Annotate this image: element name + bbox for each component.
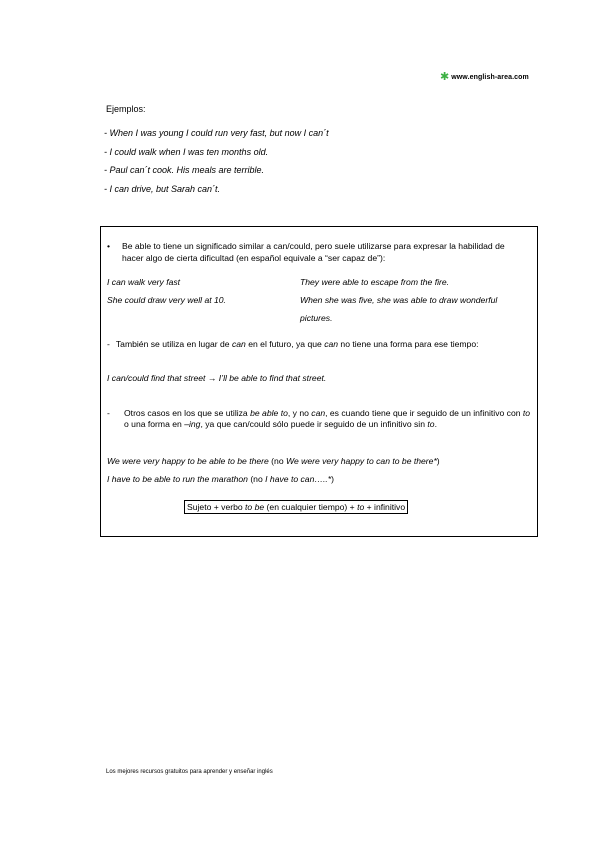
text-run-italic: We were very happy to can to be there* (286, 456, 437, 466)
text-run: en el futuro, ya que (245, 339, 325, 349)
example-item: - I could walk when I was ten months old. (104, 146, 269, 157)
text-run-italic: to (357, 502, 365, 512)
text-run-italic: We were very happy to be able to be there (107, 456, 269, 466)
paragraph-be-able-to (107, 240, 521, 264)
text-run: no tiene una forma para ese tiempo: (338, 339, 479, 349)
text-run-italic: –ing (184, 419, 201, 429)
logo-text: www.english-area.com (451, 74, 529, 81)
text-run: También se utiliza en lugar de (115, 339, 232, 349)
text-run: (no (268, 456, 286, 466)
dash-mark: - (107, 339, 110, 349)
example-line: They were able to escape from the fire. (300, 277, 450, 287)
examples-be-able (300, 273, 510, 327)
dash-mark: - (107, 408, 110, 418)
text-run: Sujeto + verbo (187, 502, 246, 512)
text-run: , ya que can/could sólo puede ir seguido de un infinitivo sin (200, 419, 428, 429)
example-item: - When I was young I could run very fast, but now I can´t (104, 128, 329, 138)
examples-title: Ejemplos: (106, 104, 146, 114)
text-run: I can/could find that street (107, 373, 208, 383)
footer-text: Los mejores recursos gratuitos para aprender y enseñar inglés (106, 769, 273, 775)
paragraph-other-cases (107, 408, 531, 430)
example-line: She could draw very well at 10. (107, 295, 226, 305)
text-run: , y no (287, 408, 312, 418)
example-happy (107, 455, 440, 467)
text-run-italic: to be (245, 502, 265, 512)
example-line: When she was five, she was able to draw wonderful pictures. (300, 295, 498, 323)
text-run-italic: I have to can…..* (265, 474, 332, 484)
bullet-icon: • (107, 241, 111, 251)
text-run-italic: can (311, 408, 326, 418)
text-run: (no (247, 474, 266, 484)
text-run-italic: can (324, 339, 339, 349)
text-run: I’ll be able to find that street. (216, 373, 327, 383)
conversion-example (107, 373, 326, 383)
text-run-italic: can (231, 339, 246, 349)
arrow-right-icon: → (207, 373, 217, 383)
example-item: - I can drive, but Sarah can´t. (104, 183, 221, 194)
paragraph-text (124, 408, 531, 430)
paragraph-text: Be able to tiene un significado similar a can/could, pero suele utilizarse para expresar la habilidad de hacer algo de cierta dificultad (en español equivale a “ser capaz de”): (122, 241, 505, 263)
text-run-italic: I have to be able to run the marathon (107, 474, 248, 484)
text-run-italic: to (427, 419, 435, 429)
text-run-italic: to (522, 408, 531, 418)
explanation-box (100, 226, 538, 537)
text-run: (en cualquier tiempo) + (264, 502, 358, 512)
site-logo (440, 72, 529, 83)
grammar-formula (184, 500, 408, 514)
example-line: I can walk very fast (107, 277, 181, 287)
example-item: - Paul can´t cook. His meals are terrible. (104, 165, 265, 175)
examples-list (104, 126, 329, 200)
examples-can-could (107, 273, 226, 309)
text-run: o una forma en (124, 419, 185, 429)
text-run: ) (436, 456, 440, 466)
text-run-italic: be able to (250, 408, 288, 418)
text-run: ) (331, 474, 334, 484)
paragraph-future (107, 338, 533, 350)
text-run: , es cuando tiene que ir seguido de un infinitivo con (325, 408, 523, 418)
text-run: + infinitivo (364, 502, 406, 512)
text-run: . (434, 419, 437, 429)
star-icon: ✱ (440, 71, 450, 83)
text-run: Otros casos en los que se utiliza (124, 408, 251, 418)
example-marathon (107, 473, 334, 485)
